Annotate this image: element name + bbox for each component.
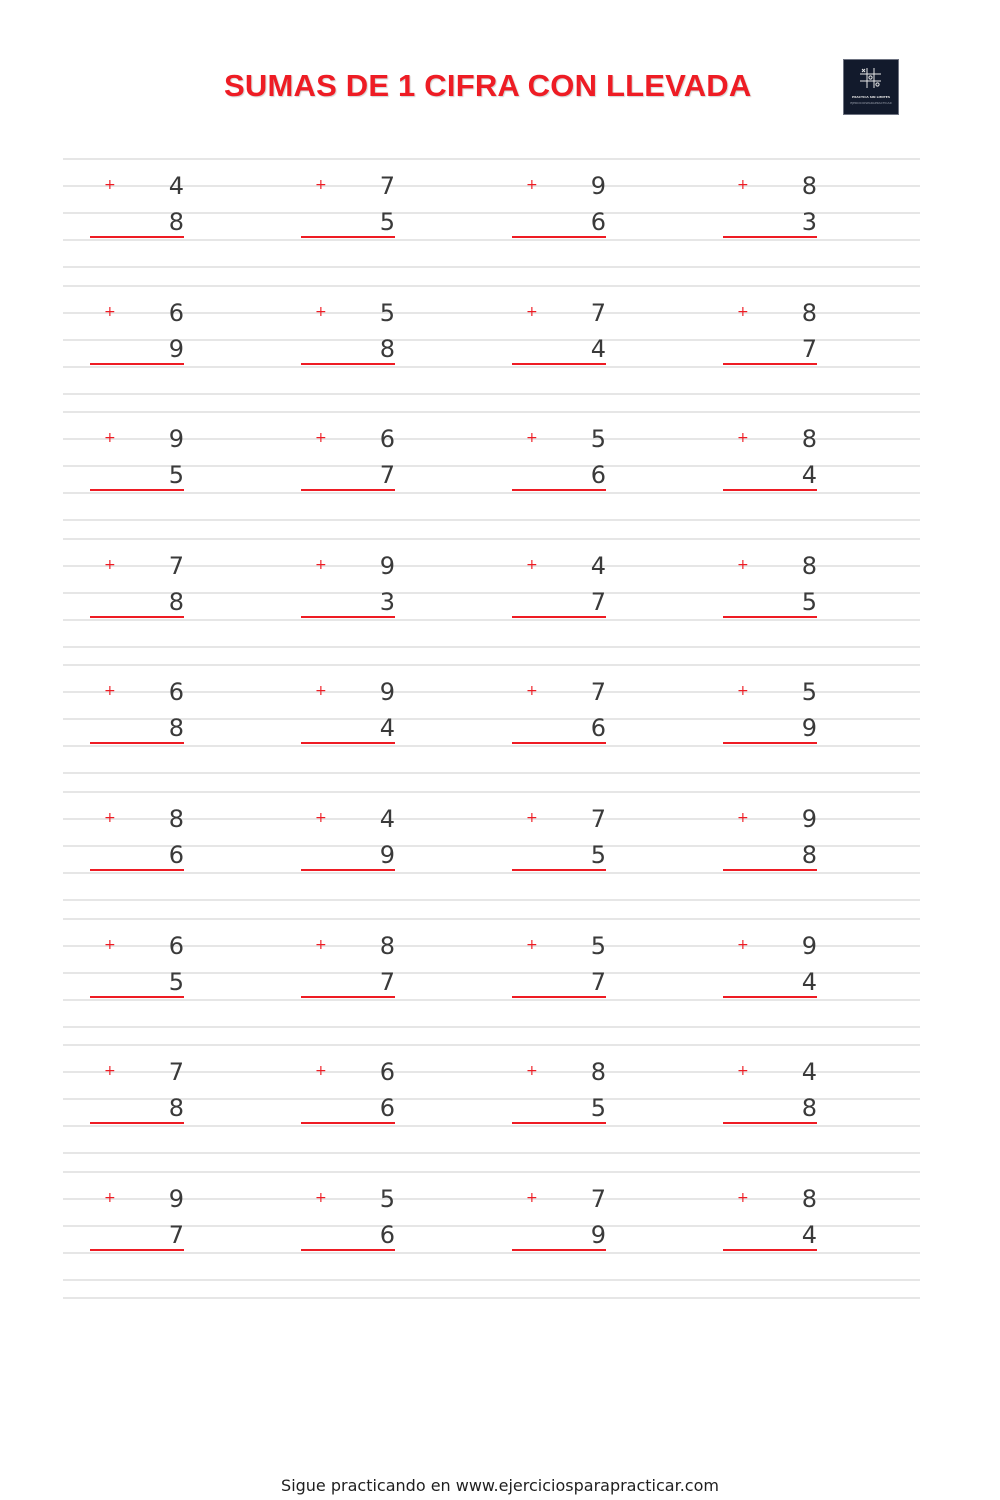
plus-sign: +: [526, 304, 538, 320]
plus-sign: +: [104, 683, 116, 699]
addend-bottom: 4: [801, 968, 817, 996]
addition-problem: [512, 172, 622, 258]
tic-tac-toe-icon: [844, 60, 898, 94]
addend-top: 8: [801, 1185, 817, 1213]
plus-sign: +: [526, 810, 538, 826]
answer-line: [301, 236, 395, 238]
addition-problem: [512, 1185, 622, 1271]
addend-top: 4: [168, 172, 184, 200]
addend-bottom: 6: [590, 461, 606, 489]
plus-sign: +: [315, 937, 327, 953]
addend-bottom: 4: [379, 714, 395, 742]
addition-problem: [90, 678, 200, 764]
plus-sign: +: [315, 177, 327, 193]
plus-sign: +: [737, 1063, 749, 1079]
plus-sign: +: [737, 1190, 749, 1206]
addend-bottom: 9: [801, 714, 817, 742]
addend-bottom: 8: [168, 208, 184, 236]
answer-line: [512, 1122, 606, 1124]
plus-sign: +: [104, 557, 116, 573]
addition-problem: [723, 425, 833, 511]
addend-top: 6: [168, 932, 184, 960]
answer-line: [512, 996, 606, 998]
page-title: SUMAS DE 1 CIFRA CON LLEVADA: [224, 68, 752, 103]
logo-name: PRÁCTICA SIN LÍMITES: [852, 96, 890, 99]
addend-top: 8: [379, 932, 395, 960]
ruled-line: [63, 1152, 920, 1154]
addend-top: 6: [379, 425, 395, 453]
addition-problem: [512, 932, 622, 1018]
plus-sign: +: [104, 810, 116, 826]
addend-top: 5: [801, 678, 817, 706]
addend-bottom: 9: [379, 841, 395, 869]
answer-line: [512, 489, 606, 491]
addend-top: 9: [801, 805, 817, 833]
addend-bottom: 3: [801, 208, 817, 236]
addend-top: 8: [801, 299, 817, 327]
footer-text: Sigue practicando en www.ejerciciosparapracticar.com: [281, 1476, 719, 1495]
plus-sign: +: [526, 683, 538, 699]
addend-bottom: 7: [379, 461, 395, 489]
plus-sign: +: [315, 304, 327, 320]
answer-line: [301, 489, 395, 491]
addition-problem: [90, 932, 200, 1018]
plus-sign: +: [104, 304, 116, 320]
addend-bottom: 5: [168, 968, 184, 996]
addition-problem: [90, 1185, 200, 1271]
ruled-line: [63, 266, 920, 268]
plus-sign: +: [737, 430, 749, 446]
addend-bottom: 3: [379, 588, 395, 616]
addition-problem: [90, 299, 200, 385]
addend-top: 7: [590, 678, 606, 706]
ruled-line: [63, 899, 920, 901]
ruled-line: [63, 1297, 920, 1299]
addend-top: 5: [379, 299, 395, 327]
answer-line: [90, 363, 184, 365]
plus-sign: +: [737, 177, 749, 193]
addend-top: 7: [590, 805, 606, 833]
addend-bottom: 7: [590, 588, 606, 616]
addend-bottom: 6: [379, 1221, 395, 1249]
ruled-line: [63, 646, 920, 648]
plus-sign: +: [526, 557, 538, 573]
ruled-line: [63, 538, 920, 540]
addend-bottom: 7: [168, 1221, 184, 1249]
answer-line: [301, 742, 395, 744]
addition-problem: [723, 805, 833, 891]
answer-line: [512, 1249, 606, 1251]
plus-sign: +: [737, 683, 749, 699]
addition-problem: [512, 425, 622, 511]
ruled-line: [63, 1279, 920, 1281]
answer-line: [90, 616, 184, 618]
answer-line: [512, 869, 606, 871]
addend-top: 6: [168, 678, 184, 706]
addend-bottom: 4: [801, 461, 817, 489]
addend-top: 9: [168, 1185, 184, 1213]
addend-bottom: 7: [379, 968, 395, 996]
answer-line: [723, 236, 817, 238]
addition-problem: [723, 1058, 833, 1144]
answer-line: [301, 1122, 395, 1124]
addend-bottom: 4: [801, 1221, 817, 1249]
addition-problem: [723, 172, 833, 258]
addend-bottom: 8: [168, 1094, 184, 1122]
ruled-line: [63, 791, 920, 793]
addition-problem: [512, 299, 622, 385]
ruled-line: [63, 519, 920, 521]
addend-bottom: 8: [168, 588, 184, 616]
answer-line: [301, 1249, 395, 1251]
plus-sign: +: [737, 937, 749, 953]
plus-sign: +: [104, 1063, 116, 1079]
addend-bottom: 6: [379, 1094, 395, 1122]
ruled-line: [63, 1026, 920, 1028]
answer-line: [90, 996, 184, 998]
addend-top: 8: [801, 552, 817, 580]
addition-problem: [301, 552, 411, 638]
addition-problem: [90, 1058, 200, 1144]
addend-bottom: 6: [590, 714, 606, 742]
answer-line: [90, 236, 184, 238]
answer-line: [512, 236, 606, 238]
logo-subtitle: EJERCICIOSPARAPRACTICAR: [850, 102, 892, 105]
answer-line: [90, 1249, 184, 1251]
addition-problem: [723, 1185, 833, 1271]
plus-sign: +: [104, 177, 116, 193]
addend-bottom: 8: [801, 1094, 817, 1122]
ruled-line: [63, 158, 920, 160]
addition-problem: [90, 172, 200, 258]
addition-problem: [723, 552, 833, 638]
plus-sign: +: [737, 304, 749, 320]
ruled-line: [63, 411, 920, 413]
addend-top: 9: [590, 172, 606, 200]
addend-top: 7: [168, 1058, 184, 1086]
answer-line: [723, 489, 817, 491]
plus-sign: +: [104, 1190, 116, 1206]
answer-line: [90, 869, 184, 871]
addend-bottom: 6: [590, 208, 606, 236]
addition-problem: [301, 932, 411, 1018]
answer-line: [723, 616, 817, 618]
plus-sign: +: [315, 683, 327, 699]
brand-logo: [843, 59, 899, 115]
addend-top: 6: [168, 299, 184, 327]
plus-sign: +: [526, 937, 538, 953]
plus-sign: +: [315, 430, 327, 446]
addend-top: 8: [590, 1058, 606, 1086]
plus-sign: +: [315, 557, 327, 573]
addend-top: 8: [801, 425, 817, 453]
addend-bottom: 5: [590, 1094, 606, 1122]
addend-top: 6: [379, 1058, 395, 1086]
addend-bottom: 8: [168, 714, 184, 742]
ruled-line: [63, 393, 920, 395]
addend-top: 9: [379, 678, 395, 706]
addition-problem: [723, 932, 833, 1018]
addend-bottom: 5: [801, 588, 817, 616]
addend-top: 8: [168, 805, 184, 833]
addend-top: 5: [590, 932, 606, 960]
addend-top: 9: [801, 932, 817, 960]
plus-sign: +: [526, 177, 538, 193]
ruled-line: [63, 285, 920, 287]
ruled-line: [63, 1044, 920, 1046]
addend-top: 4: [590, 552, 606, 580]
addition-problem: [301, 299, 411, 385]
answer-line: [723, 742, 817, 744]
answer-line: [723, 363, 817, 365]
addend-bottom: 8: [379, 335, 395, 363]
addition-problem: [90, 425, 200, 511]
addend-top: 7: [168, 552, 184, 580]
answer-line: [90, 1122, 184, 1124]
addend-bottom: 7: [590, 968, 606, 996]
answer-line: [723, 996, 817, 998]
addend-top: 9: [379, 552, 395, 580]
addition-problem: [723, 299, 833, 385]
addition-problem: [301, 172, 411, 258]
addition-problem: [512, 678, 622, 764]
plus-sign: +: [737, 557, 749, 573]
plus-sign: +: [315, 1190, 327, 1206]
answer-line: [512, 363, 606, 365]
addend-top: 7: [379, 172, 395, 200]
addend-bottom: 5: [590, 841, 606, 869]
addition-problem: [723, 678, 833, 764]
answer-line: [723, 1122, 817, 1124]
addend-bottom: 8: [801, 841, 817, 869]
addend-bottom: 5: [379, 208, 395, 236]
answer-line: [301, 616, 395, 618]
ruled-line: [63, 664, 920, 666]
addition-problem: [301, 1058, 411, 1144]
plus-sign: +: [526, 430, 538, 446]
answer-line: [301, 363, 395, 365]
answer-line: [723, 1249, 817, 1251]
addend-top: 7: [590, 299, 606, 327]
addend-top: 7: [590, 1185, 606, 1213]
addend-top: 5: [379, 1185, 395, 1213]
answer-line: [723, 869, 817, 871]
addend-bottom: 7: [801, 335, 817, 363]
addition-problem: [512, 805, 622, 891]
addend-top: 8: [801, 172, 817, 200]
plus-sign: +: [315, 1063, 327, 1079]
answer-line: [90, 742, 184, 744]
answer-line: [301, 869, 395, 871]
addend-bottom: 4: [590, 335, 606, 363]
answer-line: [90, 489, 184, 491]
addition-problem: [301, 805, 411, 891]
plus-sign: +: [737, 810, 749, 826]
addend-bottom: 6: [168, 841, 184, 869]
addend-bottom: 9: [168, 335, 184, 363]
plus-sign: +: [526, 1063, 538, 1079]
answer-line: [301, 996, 395, 998]
answer-line: [512, 616, 606, 618]
ruled-line: [63, 1171, 920, 1173]
addend-top: 5: [590, 425, 606, 453]
addend-top: 4: [379, 805, 395, 833]
ruled-line: [63, 772, 920, 774]
plus-sign: +: [104, 430, 116, 446]
answer-line: [512, 742, 606, 744]
addition-problem: [301, 1185, 411, 1271]
plus-sign: +: [104, 937, 116, 953]
plus-sign: +: [526, 1190, 538, 1206]
addition-problem: [512, 552, 622, 638]
addition-problem: [301, 425, 411, 511]
addend-bottom: 9: [590, 1221, 606, 1249]
addition-problem: [512, 1058, 622, 1144]
addend-top: 9: [168, 425, 184, 453]
plus-sign: +: [315, 810, 327, 826]
addition-problem: [90, 552, 200, 638]
addend-bottom: 5: [168, 461, 184, 489]
ruled-line: [63, 918, 920, 920]
addend-top: 4: [801, 1058, 817, 1086]
addition-problem: [90, 805, 200, 891]
addition-problem: [301, 678, 411, 764]
